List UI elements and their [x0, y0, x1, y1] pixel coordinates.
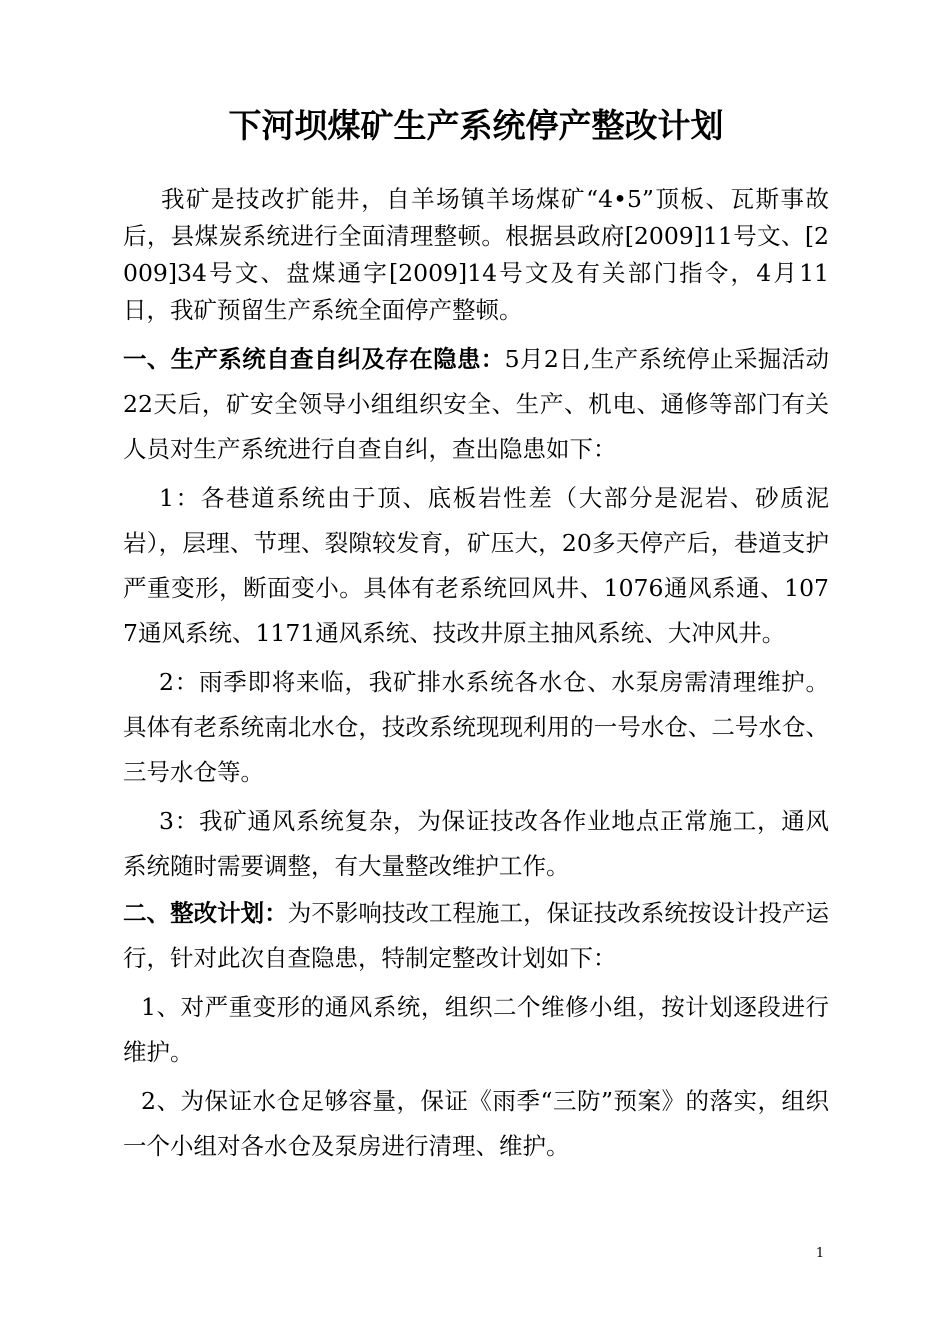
section-1-item-1: 1：各巷道系统由于顶、底板岩性差（大部分是泥岩、砂质泥岩），层理、节理、裂隙较发育，矿压大，20多天停产后，巷道支护严重变形，断面变小。具体有老系统回风井、1076通风系通、1077通风系统、1171通风系统、技改井原主抽风系统、大冲风井。: [123, 484, 829, 647]
section-2-item-2: 2、为保证水仓足够容量，保证《雨季“三防”预案》的落实，组织一个小组对各水仓及泵房进行清理、维护。: [123, 1087, 829, 1160]
section-2-item-1: 1、对严重变形的通风系统，组织二个维修小组，按计划逐段进行维护。: [123, 993, 829, 1066]
section-2-text: 为不影响技改工程施工，保证技改系统按设计投产运行，针对此次自查隐患，特制定整改计划如下：: [123, 899, 830, 972]
document-title: 下河坝煤矿生产系统停产整改计划: [228, 106, 724, 145]
section-1-heading: 一、生产系统自查自纠及存在隐患：: [123, 345, 505, 373]
section-1-item-3: 3：我矿通风系统复杂，为保证技改各作业地点正常施工，通风系统随时需要调整，有大量整改维护工作。: [123, 807, 829, 880]
section-2-paragraph: [123, 891, 829, 981]
section-1-paragraph: [123, 337, 829, 472]
page-number: 1: [815, 1246, 825, 1261]
document-body: [123, 181, 829, 1169]
document-page: [123, 0, 829, 1344]
section-1-text: 5月2日,生产系统停止采掘活动22天后，矿安全领导小组组织安全、生产、机电、通修等部门有关人员对生产系统进行自查自纠，查出隐患如下：: [123, 345, 830, 463]
section-2-heading: 二、整改计划：: [123, 899, 288, 927]
section-1-item-2: 2：雨季即将来临，我矿排水系统各水仓、水泵房需清理维护。具体有老系统南北水仓，技改系统现现利用的一号水仓、二号水仓、三号水仓等。: [123, 668, 829, 786]
intro-paragraph: 我矿是技改扩能井，自羊场镇羊场煤矿“4•5”顶板、瓦斯事故后，县煤炭系统进行全面清理整顿。根据县政府[2009]11号文、[2009]34号文、盘煤通字[2009]14号文及有关部门指令，4月11日，我矿预留生产系统全面停产整顿。: [123, 185, 829, 324]
